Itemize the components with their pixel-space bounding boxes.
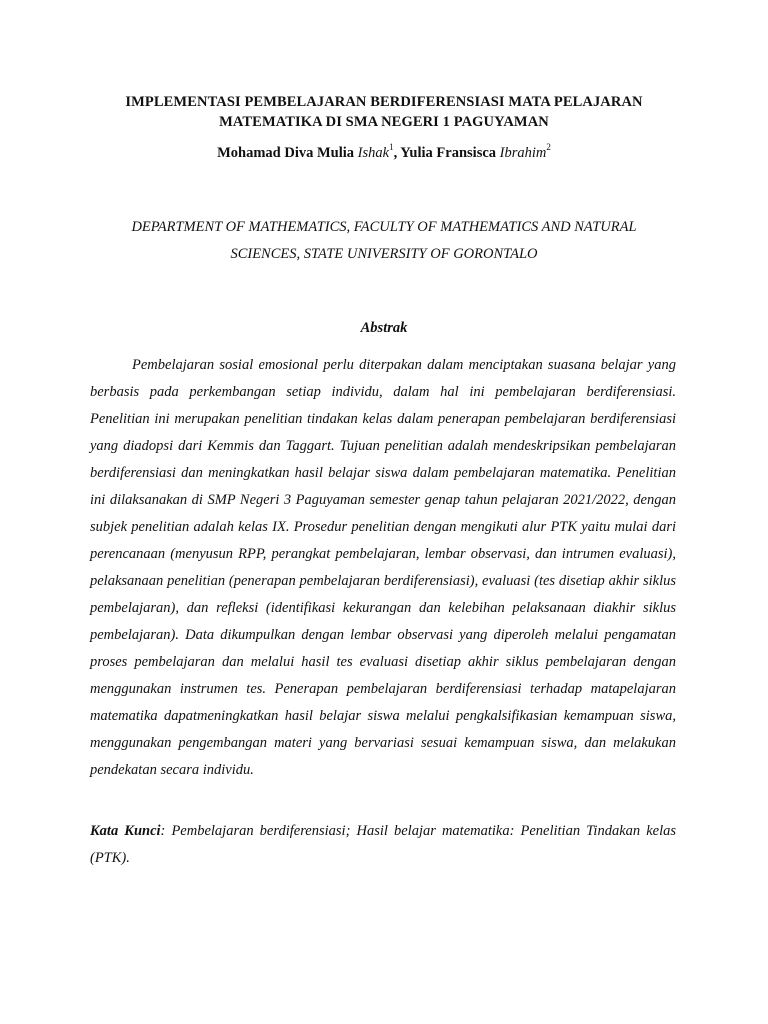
keywords-text: : Pembelajaran berdiferensiasi; Hasil belajar matematika: Penelitian Tindakan kelas (PTK). — [90, 823, 677, 866]
author-list — [60, 142, 708, 164]
abstract-body: Pembelajaran sosial emosional perlu diterpakan dalam menciptakan suasana belajar yang berbasis pada perkembangan setiap individu, dalam hal ini pembelajaran berdiferensiasi. Penelitian ini merupakan penelitian tindakan kelas dalam penerapan pembelajaran berdiferensiasi yang diadopsi dari Kemmis dan Taggart. Tujuan penelitian adalah mendeskripsikan pembelajaran berdiferensiasi dan meningkatkan hasil belajar siswa dalam pembelajaran matematika. Penelitian ini dilaksanakan di SMP Negeri 3 Paguyaman semester genap tahun pelajaran 2021/2022, dengan subjek penelitian adalah kelas IX. Prosedur penelitian dengan mengikuti alur PTK yaitu mulai dari perencanaan (menyusun RPP, perangkat pembelajaran, lembar observasi, dan intrumen evaluasi), pelaksanaan penelitian (penerapan pembelajaran berdiferensiasi), evaluasi (tes disetiap akhir siklus pembelajaran), dan refleksi (identifikasi kekurangan dan kelebihan pelaksanaan diakhir siklus pembelajaran). Data dikumpulkan dengan lembar observasi yang diperoleh melalui pengamatan proses pembelajaran dan melalui hasil tes evaluasi disetiap akhir siklus pembelajaran dengan menggunakan instrumen tes. Penerapan pembelajaran berdiferensiasi terhadap matapelajaran matematika dapatmeningkatkan hasil belajar siswa melalui pengkalsifikasian kemampuan siswa, menggunakan pengembangan materi yang bervariasi sesuai kemampuan siswa, dan melakukan pendekatan secara individu. — [90, 357, 676, 778]
paper-title — [60, 92, 708, 132]
affiliation-line-2: SCIENCES, STATE UNIVERSITY OF GORONTALO — [230, 246, 538, 262]
author-2-surname: Ibrahim — [499, 145, 547, 161]
abstract-heading: Abstrak — [360, 320, 408, 336]
author-1-surname: Ishak — [357, 145, 390, 161]
author-1-affil-mark: 1 — [389, 142, 394, 152]
author-2-affil-mark: 2 — [546, 142, 551, 152]
keywords-label: Kata Kunci — [90, 823, 161, 839]
title-line-1: IMPLEMENTASI PEMBELAJARAN BERDIFERENSIASI MATA PELAJARAN — [125, 94, 643, 110]
title-line-2: MATEMATIKA DI SMA NEGERI 1 PAGUYAMAN — [219, 114, 549, 130]
author-separator: , — [393, 145, 401, 161]
affiliation-line-1: DEPARTMENT OF MATHEMATICS, FACULTY OF MATHEMATICS AND NATURAL — [131, 219, 637, 235]
author-1-name: Mohamad Diva Mulia — [217, 145, 355, 161]
author-2-name: Yulia Fransisca — [400, 145, 497, 161]
keywords — [90, 818, 676, 872]
affiliation — [60, 214, 708, 268]
